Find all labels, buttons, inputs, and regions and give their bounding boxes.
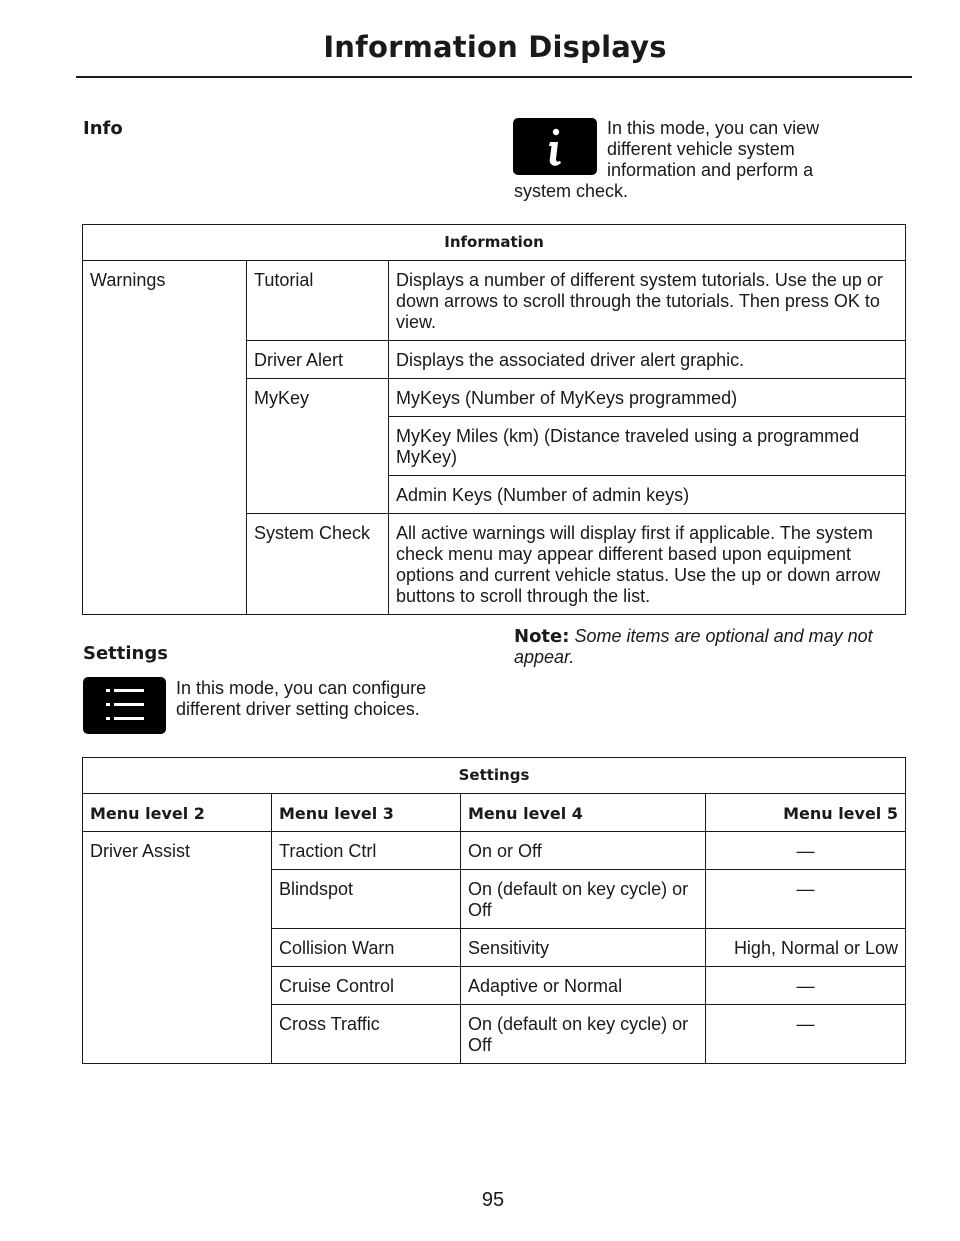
menu-level-4: On or Off [461, 832, 706, 870]
title-divider [76, 76, 912, 78]
info-item: System Check [247, 514, 389, 615]
info-description: All active warnings will display first if applicable. The system check menu may appear different based upon equipment options and current vehicle status. Use the up or down arrow buttons to scroll through the list. [389, 514, 906, 615]
settings-list-icon [83, 677, 166, 734]
menu-level-3: Traction Ctrl [272, 832, 461, 870]
menu-level-4: On (default on key cycle) or Off [461, 870, 706, 929]
menu-level-5: — [706, 967, 906, 1005]
info-group-warnings: Warnings [83, 261, 247, 615]
table-row [83, 832, 906, 870]
menu-level-5: — [706, 870, 906, 929]
info-heading: Info [83, 118, 123, 139]
information-table-title: Information [83, 225, 906, 261]
settings-heading: Settings [83, 643, 168, 664]
page-number: 95 [481, 1189, 505, 1211]
column-header: Menu level 2 [83, 794, 272, 832]
menu-level-3: Cruise Control [272, 967, 461, 1005]
page-title: Information Displays [323, 30, 667, 64]
menu-level-3: Cross Traffic [272, 1005, 461, 1064]
menu-level-4: Sensitivity [461, 929, 706, 967]
settings-description: In this mode, you can configure different driver setting choices. [176, 678, 427, 719]
column-header: Menu level 4 [461, 794, 706, 832]
settings-group-driver-assist: Driver Assist [83, 832, 272, 1064]
menu-level-5: — [706, 832, 906, 870]
note-label: Note: [514, 626, 570, 647]
info-item: Driver Alert [247, 341, 389, 379]
info-description: Displays a number of different system tutorials. Use the up or down arrows to scroll through the tutorials. Then press OK to view. [389, 261, 906, 341]
menu-level-3: Blindspot [272, 870, 461, 929]
info-item: MyKey [247, 379, 389, 514]
info-description: Displays the associated driver alert graphic. [389, 341, 906, 379]
table-row [83, 261, 906, 341]
column-header: Menu level 5 [706, 794, 906, 832]
info-description: MyKey Miles (km) (Distance traveled using a programmed MyKey) [389, 417, 906, 476]
info-description-block [514, 118, 874, 202]
info-item: Tutorial [247, 261, 389, 341]
info-description: MyKeys (Number of MyKeys programmed) [389, 379, 906, 417]
menu-level-3: Collision Warn [272, 929, 461, 967]
settings-table [82, 757, 906, 1064]
information-table [82, 224, 906, 615]
menu-level-5: High, Normal or Low [706, 929, 906, 967]
settings-table-title: Settings [83, 758, 906, 794]
menu-level-4: Adaptive or Normal [461, 967, 706, 1005]
column-header: Menu level 3 [272, 794, 461, 832]
info-description: Admin Keys (Number of admin keys) [389, 476, 906, 514]
note [514, 626, 904, 668]
info-description: In this mode, you can view different vehicle system information and perform a system check. [514, 118, 820, 201]
menu-level-4: On (default on key cycle) or Off [461, 1005, 706, 1064]
menu-level-5: — [706, 1005, 906, 1064]
note-text: Some items are optional and may not appear. [514, 626, 873, 667]
